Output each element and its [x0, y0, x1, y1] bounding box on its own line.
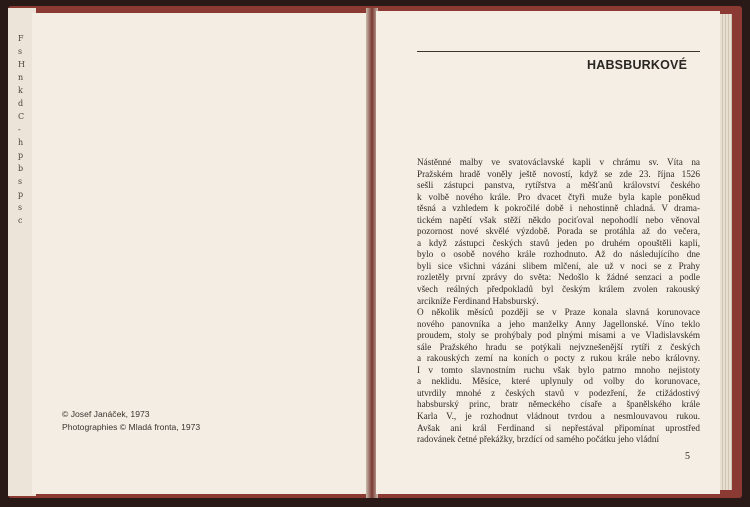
copyright-notice — [62, 408, 322, 434]
text-line: a neklidu. Měsíce, které uplynuly od volby do korunovace, — [417, 376, 700, 387]
previous-page-fragment — [18, 32, 30, 227]
text-line: rozletěly první zprávy do světa: Nedošlo k žádné senzaci a podle — [417, 272, 700, 283]
text-line: O několik měsíců později se v Praze konala slavná korunovace — [417, 307, 700, 318]
text-line: sešli zástupci panstva, rytířstva a měšťanů království českého — [417, 180, 700, 191]
fragment-glyph: s — [18, 203, 23, 212]
text-line: habsburský princ, bratr německého císaře a španělského krále — [417, 399, 700, 410]
text-line: Avšak ani král Ferdinand si nepřestával připomínat uprostřed — [417, 422, 700, 433]
text-line: Karla V., je rozhodnut vládnout tvrdou a nesmlouvavou rukou. — [417, 411, 700, 422]
copyright-author: © Josef Janáček, 1973 — [62, 409, 150, 419]
text-line: proudem, stoly se prohýbaly pod plnými mísami a ve Vladislavském — [417, 330, 700, 341]
fragment-glyph: b — [18, 164, 24, 173]
fragment-glyph: h — [18, 138, 24, 147]
text-line: a když zástupci českých stavů jeden po druhém opouštěli kapli, — [417, 237, 700, 248]
text-line: tickém napětí však stěží někdo pociťoval nepohodlí nebo věnoval — [417, 214, 700, 225]
text-line: těsná a vzhledem k pokročilé době i nehostinně chladná. V drama- — [417, 203, 700, 214]
fragment-glyph: n — [18, 73, 24, 82]
text-line: bylo o osobě nového krále rozhodnuto. Až do následujícího dne — [417, 249, 700, 260]
fragment-glyph: C — [18, 112, 25, 121]
text-line: sále Pražského hradu se potýkali nejvznešenější rytíři z českých — [417, 341, 700, 352]
text-line: radovánek četné překážky, brzdící od samého počátku jeho vládní — [417, 434, 660, 445]
fragment-glyph: s — [18, 47, 23, 56]
fragment-glyph: - — [18, 125, 21, 134]
text-line: k volbě nového krále. Pro dvacet čtyři muže byla kaple poněkud — [417, 191, 700, 202]
body-text — [417, 157, 700, 446]
text-line: byli sice všichni vázáni slibem mlčení, ale už v noci se z Prahy — [417, 260, 700, 271]
chapter-title: HABSBURKOVÉ — [587, 58, 688, 72]
fragment-glyph: H — [18, 60, 25, 69]
fragment-glyph: s — [18, 177, 23, 186]
fragment-glyph: p — [18, 151, 24, 160]
text-line: nového panovníka a jeho manželky Anny Jagellonské. Víno teklo — [417, 318, 700, 329]
text-line: utvrdily mnohé z českých stavů v podezření, že ctižádostivý — [417, 387, 700, 398]
text-line: a rakouských zemí na koních o pocty z rukou krále nebo královny. — [417, 353, 700, 364]
text-line: Pražském hradě voněly ještě novostí, když se zde 23. října 1526 — [417, 168, 700, 179]
text-line: arcikníže Ferdinand Habsburský. — [417, 295, 539, 306]
text-line: I v tomto slavnostním ruchu však bylo patrno mnoho nejistoty — [417, 364, 700, 375]
page-block-edge — [720, 14, 732, 490]
left-page — [32, 13, 369, 494]
copyright-photos: Photographies © Mladá fronta, 1973 — [62, 422, 201, 432]
fragment-glyph: d — [18, 99, 24, 108]
text-line: všech reálných předpokladů byl českým králem zvolen rakouský — [417, 284, 700, 295]
page-number: 5 — [685, 451, 690, 462]
heading-rule — [417, 51, 700, 52]
fragment-glyph: F — [18, 34, 24, 43]
text-line: pozornost nové skvělé výzdobě. Porada se protáhla až do večera, — [417, 226, 700, 237]
right-page — [376, 11, 720, 494]
text-line: Nástěnné malby ve svatováclavské kapli v chrámu sv. Víta na — [417, 157, 700, 167]
fragment-glyph: k — [18, 86, 23, 95]
fragment-glyph: c — [18, 216, 23, 225]
fragment-glyph: p — [18, 190, 24, 199]
